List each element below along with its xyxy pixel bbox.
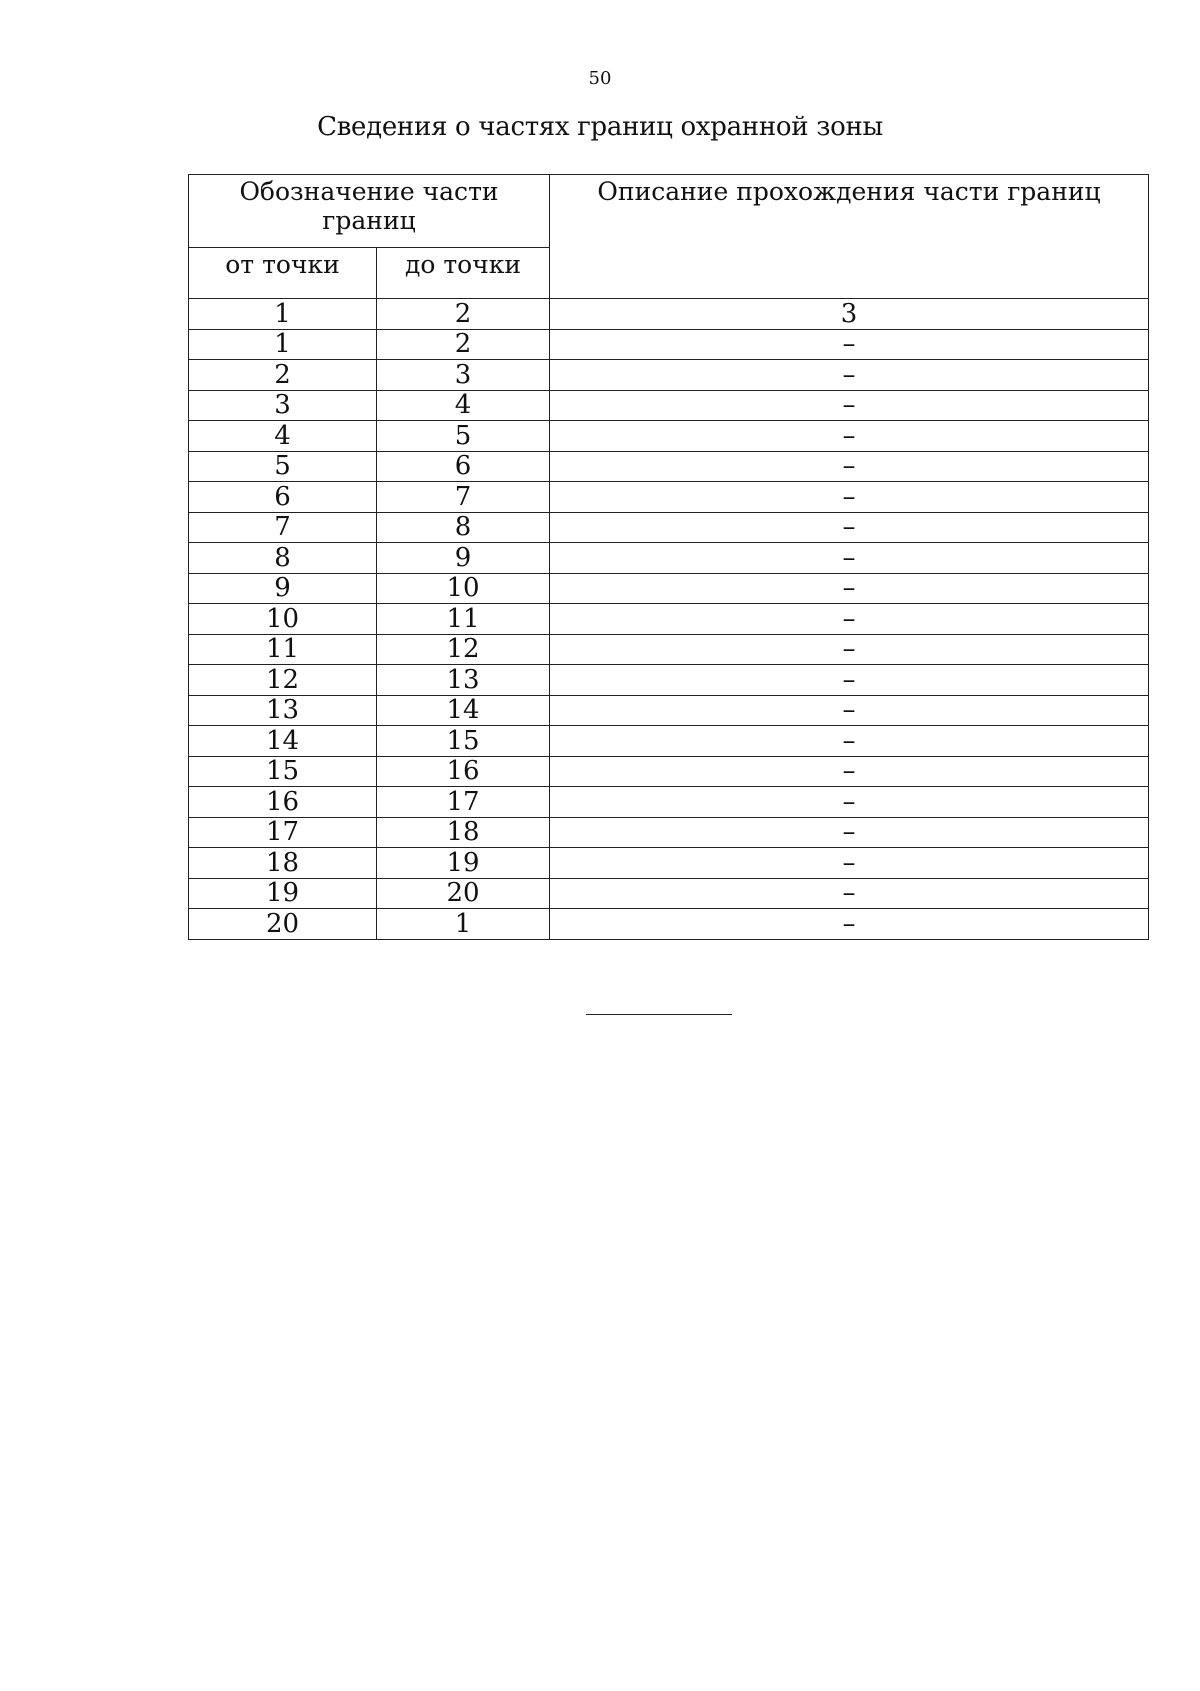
table-row <box>189 665 1149 696</box>
table-row <box>189 726 1149 757</box>
from-point-cell: 5 <box>189 451 377 482</box>
to-point-cell: 6 <box>377 451 550 482</box>
description-cell: – <box>550 909 1149 940</box>
description-cell: – <box>550 512 1149 543</box>
description-cell: – <box>550 421 1149 452</box>
to-point-cell: 20 <box>377 878 550 909</box>
description-cell: – <box>550 665 1149 696</box>
table-row <box>189 573 1149 604</box>
to-point-cell: 12 <box>377 634 550 665</box>
from-point-cell: 19 <box>189 878 377 909</box>
header-boundary-description: Описание прохождения части границ <box>550 175 1149 299</box>
table-row <box>189 848 1149 879</box>
to-point-cell: 1 <box>377 909 550 940</box>
table-row <box>189 817 1149 848</box>
column-number-1: 1 <box>189 299 377 330</box>
table-row <box>189 482 1149 513</box>
from-point-cell: 6 <box>189 482 377 513</box>
description-cell: – <box>550 817 1149 848</box>
to-point-cell: 11 <box>377 604 550 635</box>
from-point-cell: 15 <box>189 756 377 787</box>
to-point-cell: 7 <box>377 482 550 513</box>
from-point-cell: 7 <box>189 512 377 543</box>
table-row <box>189 360 1149 391</box>
table-row <box>189 634 1149 665</box>
description-cell: – <box>550 543 1149 574</box>
description-cell: – <box>550 756 1149 787</box>
to-point-cell: 14 <box>377 695 550 726</box>
description-cell: – <box>550 573 1149 604</box>
table-body <box>189 299 1149 940</box>
page-title: Сведения о частях границ охранной зоны <box>317 112 883 142</box>
to-point-cell: 15 <box>377 726 550 757</box>
description-cell: – <box>550 482 1149 513</box>
description-cell: – <box>550 604 1149 635</box>
table-row <box>189 878 1149 909</box>
table-row <box>189 451 1149 482</box>
to-point-cell: 17 <box>377 787 550 818</box>
to-point-cell: 9 <box>377 543 550 574</box>
from-point-cell: 12 <box>189 665 377 696</box>
from-point-cell: 3 <box>189 390 377 421</box>
table-row <box>189 512 1149 543</box>
description-cell: – <box>550 726 1149 757</box>
from-point-cell: 14 <box>189 726 377 757</box>
description-cell: – <box>550 360 1149 391</box>
end-of-document-rule <box>586 1014 732 1015</box>
description-cell: – <box>550 451 1149 482</box>
to-point-cell: 4 <box>377 390 550 421</box>
table-row <box>189 329 1149 360</box>
from-point-cell: 4 <box>189 421 377 452</box>
boundary-parts-table <box>188 174 1149 940</box>
from-point-cell: 16 <box>189 787 377 818</box>
to-point-cell: 10 <box>377 573 550 604</box>
table-row <box>189 756 1149 787</box>
to-point-cell: 8 <box>377 512 550 543</box>
from-point-cell: 20 <box>189 909 377 940</box>
table-row <box>189 604 1149 635</box>
description-cell: – <box>550 329 1149 360</box>
column-number-2: 2 <box>377 299 550 330</box>
to-point-cell: 3 <box>377 360 550 391</box>
from-point-cell: 10 <box>189 604 377 635</box>
column-number-3: 3 <box>550 299 1149 330</box>
from-point-cell: 2 <box>189 360 377 391</box>
table-row <box>189 543 1149 574</box>
to-point-cell: 13 <box>377 665 550 696</box>
from-point-cell: 11 <box>189 634 377 665</box>
description-cell: – <box>550 787 1149 818</box>
description-cell: – <box>550 390 1149 421</box>
table-row <box>189 390 1149 421</box>
page-number: 50 <box>588 68 612 89</box>
to-point-cell: 2 <box>377 329 550 360</box>
to-point-cell: 16 <box>377 756 550 787</box>
table-row <box>189 909 1149 940</box>
description-cell: – <box>550 634 1149 665</box>
header-boundary-designation: Обозначение части границ <box>189 175 550 248</box>
description-cell: – <box>550 848 1149 879</box>
table-row <box>189 787 1149 818</box>
from-point-cell: 1 <box>189 329 377 360</box>
to-point-cell: 19 <box>377 848 550 879</box>
from-point-cell: 18 <box>189 848 377 879</box>
to-point-cell: 5 <box>377 421 550 452</box>
description-cell: – <box>550 878 1149 909</box>
header-from-point: от точки <box>189 248 377 299</box>
description-cell: – <box>550 695 1149 726</box>
from-point-cell: 9 <box>189 573 377 604</box>
table-row <box>189 695 1149 726</box>
from-point-cell: 13 <box>189 695 377 726</box>
header-to-point: до точки <box>377 248 550 299</box>
to-point-cell: 18 <box>377 817 550 848</box>
from-point-cell: 8 <box>189 543 377 574</box>
table-header-row <box>189 175 1149 248</box>
column-number-row <box>189 299 1149 330</box>
from-point-cell: 17 <box>189 817 377 848</box>
table-row <box>189 421 1149 452</box>
